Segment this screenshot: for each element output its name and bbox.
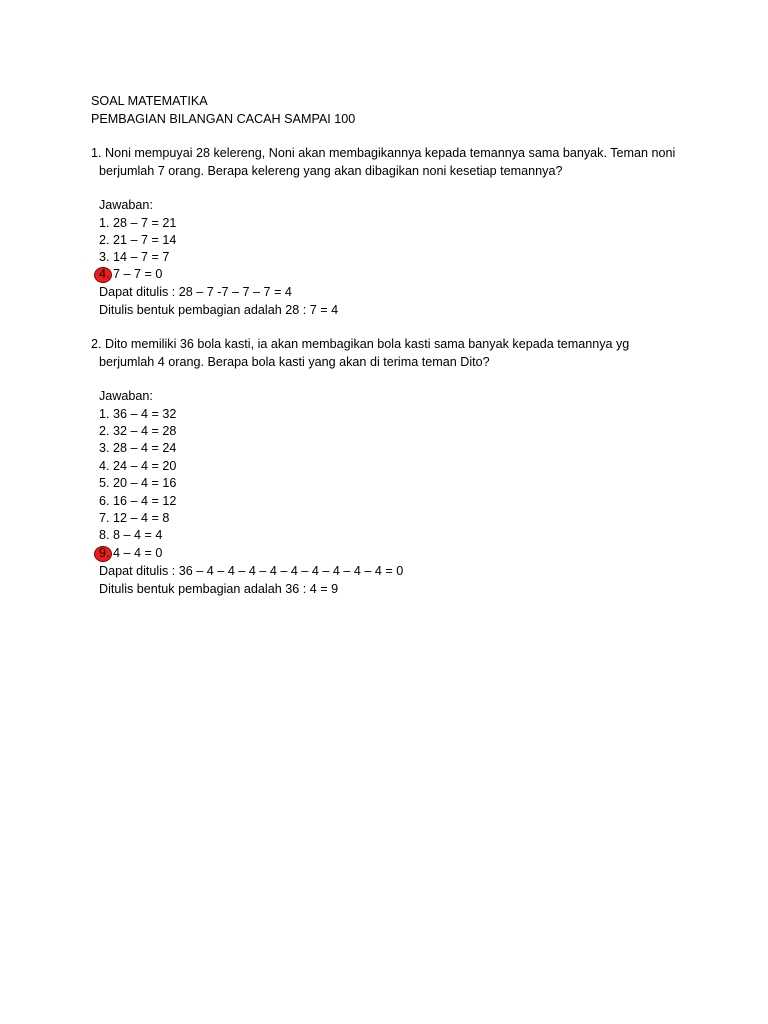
problem2-division-form: Ditulis bentuk pembagian adalah 36 : 4 = 9 [99,582,339,596]
problem1-step-1: 1. 28 – 7 = 21 [99,216,177,230]
problem2-answer-label: Jawaban: [99,389,153,403]
problem2-marked-step-number: 9. [99,546,110,560]
problem1-marked-step-text: 7 – 7 = 0 [109,267,163,281]
problem2-step-2: 2. 32 – 4 = 28 [99,424,177,438]
problem2-question-line2: berjumlah 4 orang. Berapa bola kasti yang akan di terima teman Dito? [99,355,490,369]
problem1-written-as: Dapat ditulis : 28 – 7 -7 – 7 – 7 = 4 [99,285,292,299]
problem1-question-line2: berjumlah 7 orang. Berapa kelereng yang akan dibagikan noni kesetiap temannya? [99,164,563,178]
document-title: SOAL MATEMATIKA [91,94,208,108]
problem1-marked-step-number: 4. [99,267,110,281]
problem2-step-9 [99,545,162,562]
problem1-step-3: 3. 14 – 7 = 7 [99,250,170,264]
problem2-question-line1: 2. Dito memiliki 36 bola kasti, ia akan membagikan bola kasti sama banyak kepada temannya yg [91,337,630,351]
problem2-step-4: 4. 24 – 4 = 20 [99,459,177,473]
problem2-marked-step-text: 4 – 4 = 0 [109,546,163,560]
problem2-written-as: Dapat ditulis : 36 – 4 – 4 – 4 – 4 – 4 – 4 – 4 – 4 – 4 = 0 [99,564,404,578]
problem1-step-2: 2. 21 – 7 = 14 [99,233,177,247]
problem2-step-8: 8. 8 – 4 = 4 [99,528,163,542]
problem1-answer-label: Jawaban: [99,198,153,212]
problem2-step-3: 3. 28 – 4 = 24 [99,441,177,455]
problem2-step-1: 1. 36 – 4 = 32 [99,407,177,421]
document-subtitle: PEMBAGIAN BILANGAN CACAH SAMPAI 100 [91,112,356,126]
problem1-step-4 [99,266,162,283]
problem1-question-line1: 1. Noni mempuyai 28 kelereng, Noni akan membagikannya kepada temannya sama banyak. Teman noni [91,146,676,160]
problem2-step-6: 6. 16 – 4 = 12 [99,494,177,508]
problem2-step-5: 5. 20 – 4 = 16 [99,476,177,490]
problem2-step-7: 7. 12 – 4 = 8 [99,511,170,525]
problem1-division-form: Ditulis bentuk pembagian adalah 28 : 7 = 4 [99,303,339,317]
